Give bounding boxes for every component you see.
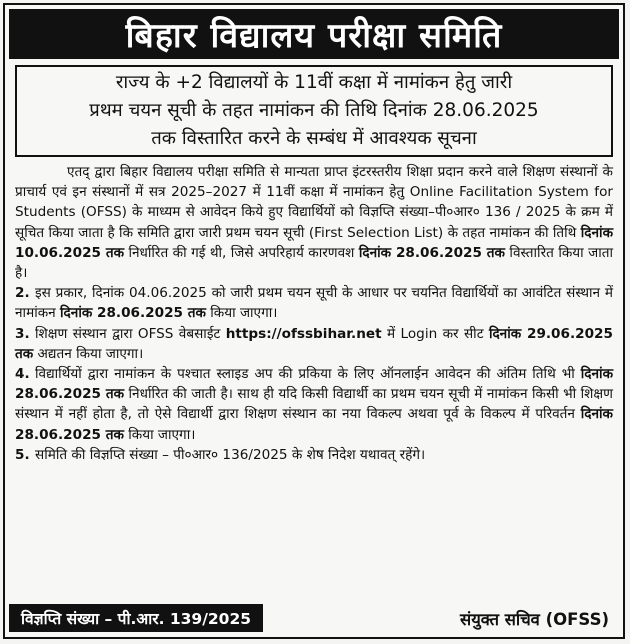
p2-date: दिनांक 28.06.2025 तक (60, 305, 206, 322)
p5-number: 5. (15, 446, 30, 463)
p1-text-e: विस्तारित किया जाता है। (15, 244, 613, 282)
p2-text-a: इस प्रकार, दिनांक 04.06.2025 को जारी प्रथम चयन सूची के आधार पर चयनित विद्यार्थियों का आवंटित संस्थान में नामांकन (15, 285, 613, 322)
reference-number: विज्ञप्ति संख्या – पी.आर. 139/2025 (9, 604, 263, 632)
p1-text-a: एतद् द्वारा बिहार विद्यालय परीक्षा समिति से मान्यता प्राप्त इंटरस्तरीय शिक्षा प्रदान करने वाले शिक्षण संस्थानों के प्राचार्य एवं इन संस्थानों में सत्र 2025–2027 में 11वीं कक्षा में नामांकन हेतु Online Facilitation System for Students (OFSS) के माध्यम से आवेदन किये हुए विद्यार्थियों को विज्ञप्ति संख्या–पी०आर० 136 / 2025 के क्रम में सूचित किया जाता है कि समिति द्वारा जारी प्रथम चयन सूची (First Selection List) के तहत नामांकन की तिथि (15, 164, 613, 241)
p3-number: 3. (15, 325, 30, 342)
signatory: संयुक्त सचिव (OFSS) (460, 609, 609, 629)
p5-text-a: समिति की विज्ञप्ति संख्या – पी०आर० 136/2025 के शेष निदेश यथावत् रहेंगे। (35, 446, 426, 463)
p4-text-c: निर्धारित की जाती है। साथ ही यदि किसी विद्यार्थी का प्रथम चयन सूची में नामांकन किसी भी शिक्षण संस्थान में नहीं होता है, तो ऐसे विद्यार्थी द्वारा शिक्षण संस्थान का नया विकल्प अथवा पूर्व के विकल्प में परिवर्तन (15, 386, 613, 423)
paragraph-1 (15, 162, 613, 283)
paragraph-3 (15, 324, 613, 364)
p4-number: 4. (15, 366, 30, 383)
subject-line-1: राज्य के +2 विद्यालयों के 11वीं कक्षा में नामांकन हेतु जारी (115, 72, 513, 93)
p4-text-e: किया जाएगा। (128, 426, 196, 443)
p3-text-c: में Login कर सीट (387, 325, 484, 342)
notice-document (3, 3, 625, 639)
p1-date-2: दिनांक 28.06.2025 तक (358, 244, 505, 261)
notice-body (15, 162, 613, 465)
paragraph-2 (15, 283, 613, 323)
subject-box (15, 65, 613, 157)
ofss-website-link[interactable]: https://ofssbihar.net (225, 325, 382, 342)
p4-date-2: दिनांक 28.06.2025 तक (15, 406, 613, 443)
p3-text-e: अद्यतन किया जाएगा। (37, 345, 144, 362)
subject-line-3: तक विस्तारित करने के सम्बंध में आवश्यक सूचना (151, 128, 477, 149)
paragraph-5 (15, 445, 613, 465)
p1-text-c: निर्धारित की गई थी, जिसे अपरिहार्य कारणवश (128, 244, 355, 261)
p4-date-1: दिनांक 28.06.2025 तक (15, 366, 614, 403)
subject-line-2: प्रथम चयन सूची के तहत नामांकन की तिथि दिनांक 28.06.2025 (89, 100, 539, 121)
p3-text-a: शिक्षण संस्थान द्वारा OFSS वेबसाईट (35, 325, 221, 342)
p3-date: दिनांक 29.06.2025 तक (15, 325, 613, 362)
paragraph-4 (15, 364, 613, 445)
p2-text-c: किया जाएगा। (210, 305, 278, 322)
board-title-banner: बिहार विद्यालय परीक्षा समिति (9, 9, 619, 59)
p2-number: 2. (15, 285, 30, 302)
p4-text-a: विद्यार्थियों द्वारा नामांकन के पश्चात स्लाइड अप की प्रकिया के लिए ऑनलाईन आवेदन की अंतिम तिथि भी (35, 366, 575, 383)
p1-date-1: दिनांक 10.06.2025 तक (15, 224, 614, 261)
notice-footer (9, 603, 619, 633)
